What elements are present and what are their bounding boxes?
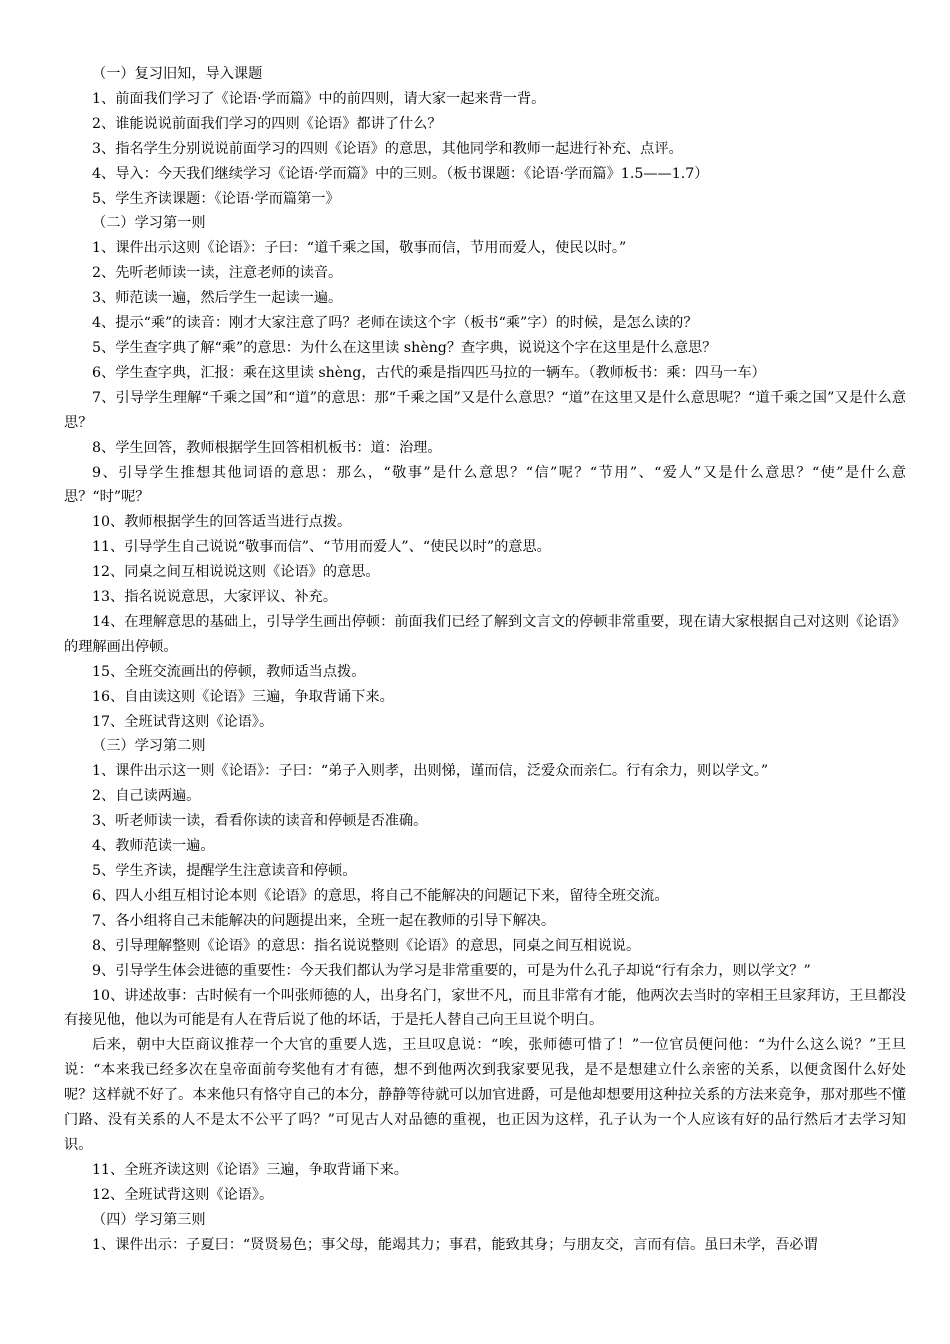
paragraph: （三）学习第二则	[92, 738, 206, 755]
paragraph: 1、课件出示这则《论语》：子曰：“道千乘之国，敬事而信，节用而爱人，使民以时。”	[92, 240, 627, 257]
paragraph: 6、学生查字典，汇报：乘在这里读 shèng，古代的乘是指四匹马拉的一辆车。（教师板书：乘：四马一车）	[92, 364, 766, 381]
paragraph: 2、自己读两遍。	[92, 788, 201, 805]
paragraph: 6、四人小组互相讨论本则《论语》的意思，将自己不能解决的问题记下来，留待全班交流。	[92, 887, 669, 904]
paragraph: 16、自由读这则《论语》三遍，争取背诵下来。	[92, 688, 394, 705]
paragraph: 8、学生回答，教师根据学生回答相机板书：道：治理。	[92, 439, 442, 456]
paragraph: 3、指名学生分别说说前面学习的四则《论语》的意思，其他同学和教师一起进行补充、点评。	[92, 140, 683, 157]
paragraph: 4、导入：今天我们继续学习《论语·学而篇》中的三则。（板书课题：《论语·学而篇》1.5——1.7）	[92, 165, 709, 182]
paragraph: 11、全班齐读这则《论语》三遍，争取背诵下来。	[92, 1161, 408, 1178]
paragraph: 13、指名说说意思，大家评议、补充。	[92, 589, 338, 606]
paragraph: （一）复习旧知，导入课题	[92, 66, 263, 82]
paragraph: （四）学习第三则	[92, 1211, 206, 1228]
paragraph: 5、学生查字典了解“乘”的意思：为什么在这里读 shèng？查字典，说说这个字在这里是什么意思？	[92, 339, 717, 356]
paragraph: 7、引导学生理解“千乘之国”和“道”的意思：那“千乘之国”又是什么意思？“道”在这里又是什么意思呢？“道千乘之国”又是什么意思？	[64, 389, 906, 431]
paragraph: 1、课件出示这一则《论语》：子曰：“弟子入则孝，出则悌，谨而信，泛爱众而亲仁。行有余力，则以学文。”	[92, 763, 769, 780]
paragraph: 5、学生齐读课题：《论语·学而篇第一》	[92, 190, 340, 207]
paragraph: （二）学习第一则	[92, 215, 206, 232]
paragraph: 9、引导学生推想其他词语的意思：那么，“敬事”是什么意思？“信”呢？“节用”、“爱人”又是什么意思？“使”是什么意思？“时”呢？	[64, 464, 906, 506]
paragraph: 17、全班试背这则《论语》。	[92, 713, 274, 730]
paragraph: 1、前面我们学习了《论语·学而篇》中的前四则，请大家一起来背一背。	[92, 90, 546, 107]
paragraph: 后来，朝中大臣商议推荐一个大官的重要人选，王旦叹息说：“唉，张师德可惜了！”一位官员便问他：“为什么这么说？”王旦说：“本来我已经多次在皇帝面前夸奖他有才有德，想不到他两次到我家要见我，是不是想建立什么亲密的关系，以便贪图什么好处呢？这样就不好了。本来他只有恪守自己的本分，静静等待就可以加官进爵，可是他却想要用这种拉关系的方法来竞争，那对那些不懂门路、没有关系的人不是太不公平了吗？”可见古人对品德的重视，也正因为这样，孔子认为一个人应该有好的品行然后才去学习知识。	[64, 1037, 906, 1153]
paragraph: 2、先听老师读一读，注意老师的读音。	[92, 265, 343, 282]
paragraph: 7、各小组将自己未能解决的问题提出来，全班一起在教师的引导下解决。	[92, 912, 556, 929]
paragraph: 10、讲述故事：古时候有一个叫张师德的人，出身名门，家世不凡，而且非常有才能，他两次去当时的宰相王旦家拜访，王旦都没有接见他，他以为可能是有人在背后说了他的坏话，于是托人替自己向王旦说个明白。	[64, 987, 906, 1029]
paragraph: 9、引导学生体会进德的重要性：今天我们都认为学习是非常重要的，可是为什么孔子却说“行有余力，则以学文？”	[92, 962, 811, 979]
paragraph: 11、引导学生自己说说“敬事而信”、“节用而爱人”、“使民以时”的意思。	[92, 539, 551, 556]
paragraph: 4、提示“乘”的读音：刚才大家注意了吗？老师在读这个字（板书“乘”字）的时候，是怎么读的？	[92, 315, 698, 332]
paragraph: 1、课件出示：子夏曰：“贤贤易色；事父母，能竭其力；事君，能致其身；与朋友交，言而有信。虽曰未学，吾必谓	[92, 1236, 818, 1253]
paragraph: 3、听老师读一读，看看你读的读音和停顿是否准确。	[92, 813, 428, 830]
paragraph: 12、全班试背这则《论语》。	[92, 1186, 274, 1203]
paragraph: 12、同桌之间互相说说这则《论语》的意思。	[92, 564, 380, 581]
document-body	[64, 62, 906, 1258]
paragraph: 3、师范读一遍，然后学生一起读一遍。	[92, 290, 343, 307]
paragraph: 2、谁能说说前面我们学习的四则《论语》都讲了什么？	[92, 115, 442, 132]
paragraph: 14、在理解意思的基础上，引导学生画出停顿：前面我们已经了解到文言文的停顿非常重要，现在请大家根据自己对这则《论语》的理解画出停顿。	[64, 613, 906, 655]
paragraph: 5、学生齐读，提醒学生注意读音和停顿。	[92, 863, 357, 879]
paragraph: 15、全班交流画出的停顿，教师适当点拨。	[92, 663, 366, 680]
paragraph: 8、引导理解整则《论语》的意思：指名说说整则《论语》的意思，同桌之间互相说说。	[92, 937, 641, 954]
paragraph: 10、教师根据学生的回答适当进行点拨。	[92, 514, 352, 531]
paragraph: 4、教师范读一遍。	[92, 838, 215, 855]
